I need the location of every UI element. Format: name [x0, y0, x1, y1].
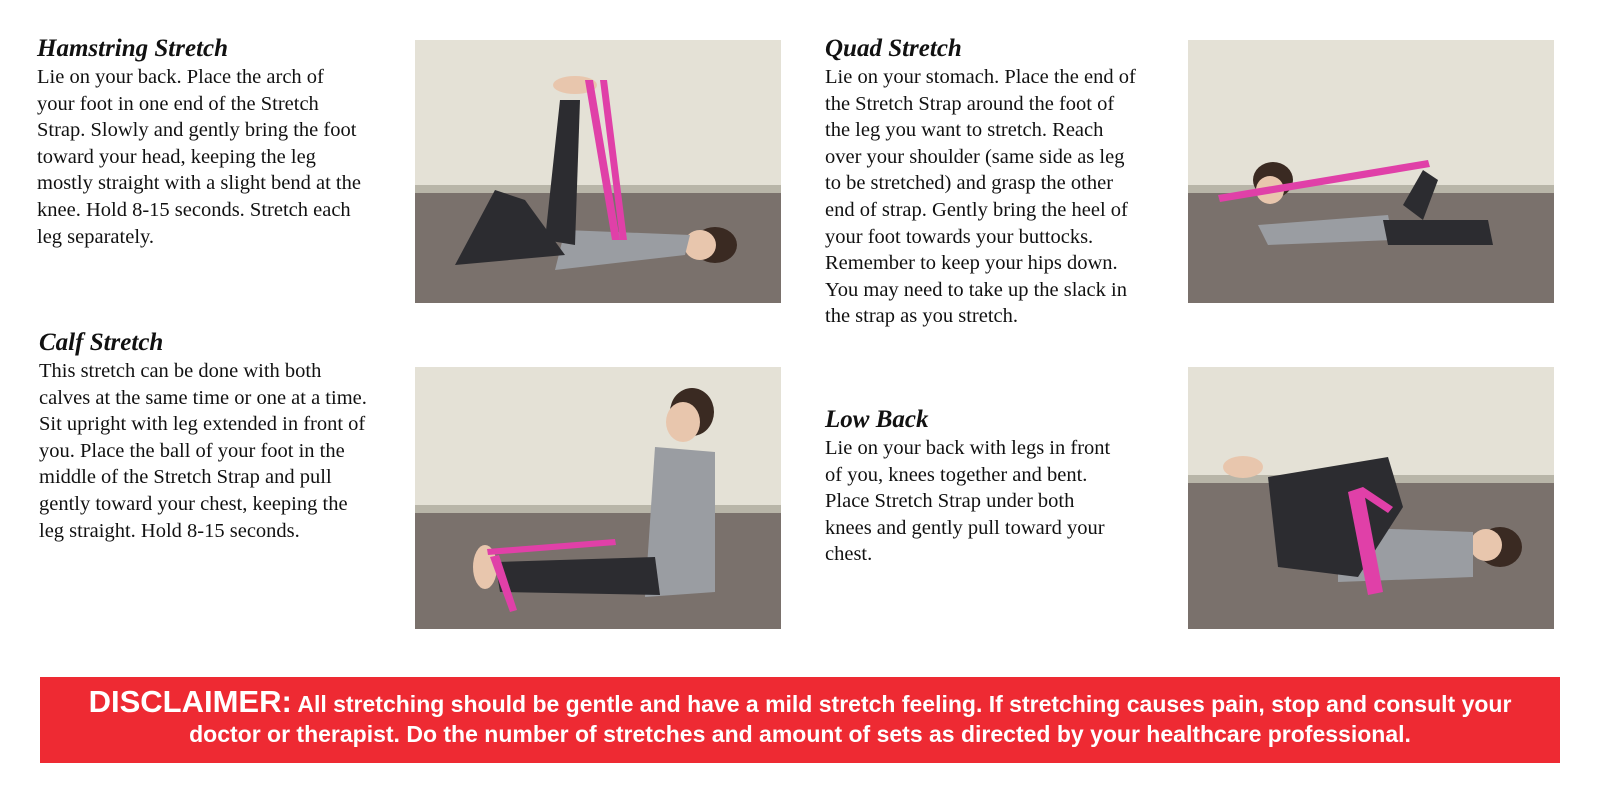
hamstring-title: Hamstring Stretch	[37, 35, 229, 62]
lowback-description: Lie on your back with legs in front of you, knees together and bent. Place Stretch Strap under both knees and gently pull toward your chest.	[825, 437, 1111, 566]
low-back-stretch-photo	[1188, 367, 1554, 629]
hamstring-section	[37, 34, 397, 250]
quad-section	[825, 34, 1185, 330]
calf-title: Calf Stretch	[39, 329, 164, 356]
calf-stretch-photo	[415, 367, 781, 629]
hamstring-description: Lie on your back. Place the arch of your foot in one end of the Stretch Strap. Slowly and gently bring the foot toward your head, keeping the leg mostly straight with a slight bend at the knee. Hold 8-15 seconds. Stretch each leg separately.	[37, 66, 361, 248]
hamstring-stretch-photo	[415, 40, 781, 303]
calf-section	[39, 328, 409, 544]
quad-title: Quad Stretch	[825, 35, 962, 62]
quad-stretch-photo	[1188, 40, 1554, 303]
disclaimer-lead: DISCLAIMER:	[88, 684, 292, 719]
quad-description: Lie on your stomach. Place the end of the Stretch Strap around the foot of the leg you want to stretch. Reach over your shoulder (same side as leg to be stretched) and grasp the other end of strap. Gently bring the heel of your foot towards your buttocks. Remember to keep your hips down. You may need to take up the slack in the strap as you stretch.	[825, 66, 1136, 328]
lowback-section	[825, 405, 1185, 568]
calf-description: This stretch can be done with both calves at the same time or one at a time. Sit upright with leg extended in front of you. Place the ball of your foot in the middle of the Stretch Strap and pull gently toward your chest, keeping the leg straight. Hold 8-15 seconds.	[39, 360, 367, 542]
disclaimer-banner	[40, 677, 1560, 763]
disclaimer-text: All stretching should be gentle and have a mild stretch feeling. If stretching causes pain, stop and consult your doctor or therapist. Do the number of stretches and amount of sets as directed by your healthcare professional.	[189, 691, 1512, 747]
lowback-title: Low Back	[825, 406, 929, 433]
